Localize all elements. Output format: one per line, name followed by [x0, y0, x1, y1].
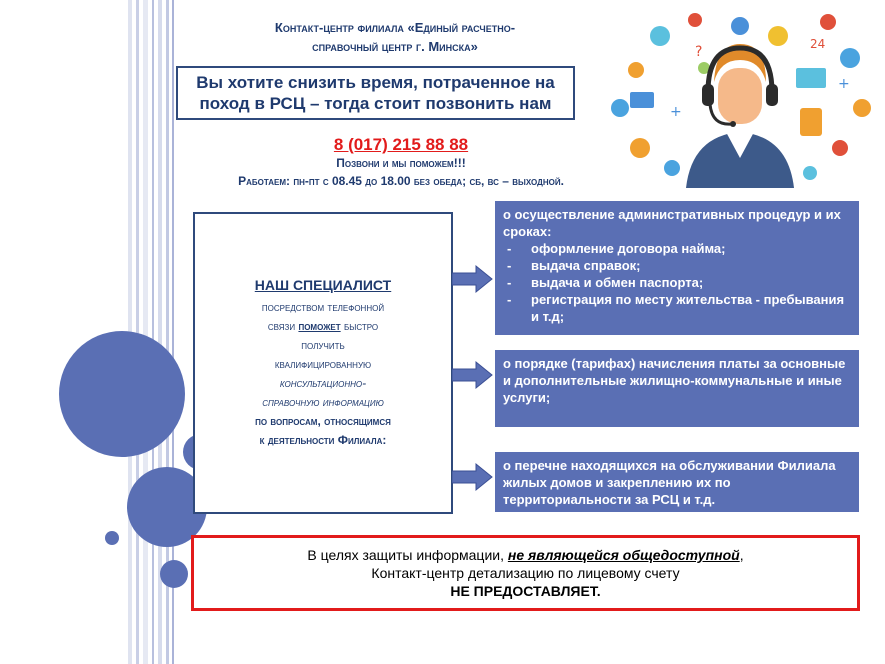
- arrow-right-icon: [452, 264, 494, 294]
- specialist-line-1: посредством телефонной: [261, 300, 385, 314]
- specialist-emphasis: поможет: [298, 319, 341, 333]
- svg-text:+: +: [670, 104, 682, 120]
- decorative-stripes: [0, 0, 175, 664]
- specialist-line-3: получить: [301, 338, 345, 352]
- info-box-text: о перечне находящихся на обслуживании Филиала жилых домов и закреплению их по территориальности за РСЦ и т.д.: [503, 458, 836, 507]
- info-box-intro: о осуществление административных процедур и их сроках:: [503, 207, 841, 239]
- callout-box: [176, 66, 575, 120]
- notice-box: [191, 535, 860, 611]
- list-item: - оформление договора найма;: [503, 240, 851, 257]
- specialist-line-4: квалифицированную: [274, 357, 372, 371]
- specialist-line-8: к деятельности Филиала:: [259, 433, 387, 447]
- notice-line-1: В целях защиты информации, не являющейся общедоступной,: [307, 547, 744, 563]
- help-text: Позвони и мы поможем!!!: [336, 156, 466, 170]
- specialist-line-2: связи поможет быстро: [267, 319, 379, 333]
- notice-emphasis: не являющейся общедоступной: [507, 547, 740, 563]
- working-hours: Работаем: пн-пт с 08.45 до 18.00 без обеда; сб, вс – выходной.: [238, 174, 564, 188]
- specialist-box: [193, 212, 453, 514]
- specialist-line-7: по вопросам, относящимся: [255, 414, 391, 428]
- header-line-2: справочный центр г. Минска»: [312, 39, 478, 54]
- specialist-line-5: консультационно-: [279, 376, 367, 390]
- list-item: - регистрация по месту жительства - пребывания и т.д;: [503, 291, 851, 325]
- decorative-circle-small-2: [160, 560, 188, 588]
- arrow-right-icon: [452, 360, 494, 390]
- svg-text:24: 24: [810, 37, 826, 51]
- svg-text:?: ?: [695, 44, 703, 60]
- callout-line-2: поход в РСЦ – тогда стоит позвонить нам: [199, 94, 552, 113]
- arrow-right-icon: [452, 462, 494, 492]
- page-header: [210, 18, 580, 56]
- phone-number-link[interactable]: 8 (017) 215 88 88: [333, 135, 469, 154]
- svg-text:+: +: [838, 76, 850, 92]
- decorative-circle-large: [59, 331, 185, 457]
- info-box-houses: [495, 452, 859, 512]
- info-box-procedures: [495, 201, 859, 335]
- operator-illustration: [600, 8, 880, 188]
- list-item: - выдача и обмен паспорта;: [503, 274, 851, 291]
- callout-line-1: Вы хотите снизить время, потраченное на: [196, 73, 555, 92]
- info-box-tariffs: [495, 350, 859, 427]
- specialist-title: НАШ СПЕЦИАЛИСТ: [254, 277, 392, 293]
- specialist-line-6: справочную информацию: [262, 395, 384, 409]
- info-box-text: о порядке (тарифах) начисления платы за основные и дополнительные жилищно-коммунальные и иные услуги;: [503, 356, 846, 405]
- header-line-1: Контакт-центр филиала «Единый расчетно-: [274, 20, 516, 35]
- procedure-list: [503, 240, 851, 325]
- decorative-circle-tiny: [105, 531, 119, 545]
- list-item: - выдача справок;: [503, 257, 851, 274]
- notice-line-3: НЕ ПРЕДОСТАВЛЯЕТ.: [450, 583, 601, 599]
- notice-line-2: Контакт-центр детализацию по лицевому счету: [371, 565, 680, 581]
